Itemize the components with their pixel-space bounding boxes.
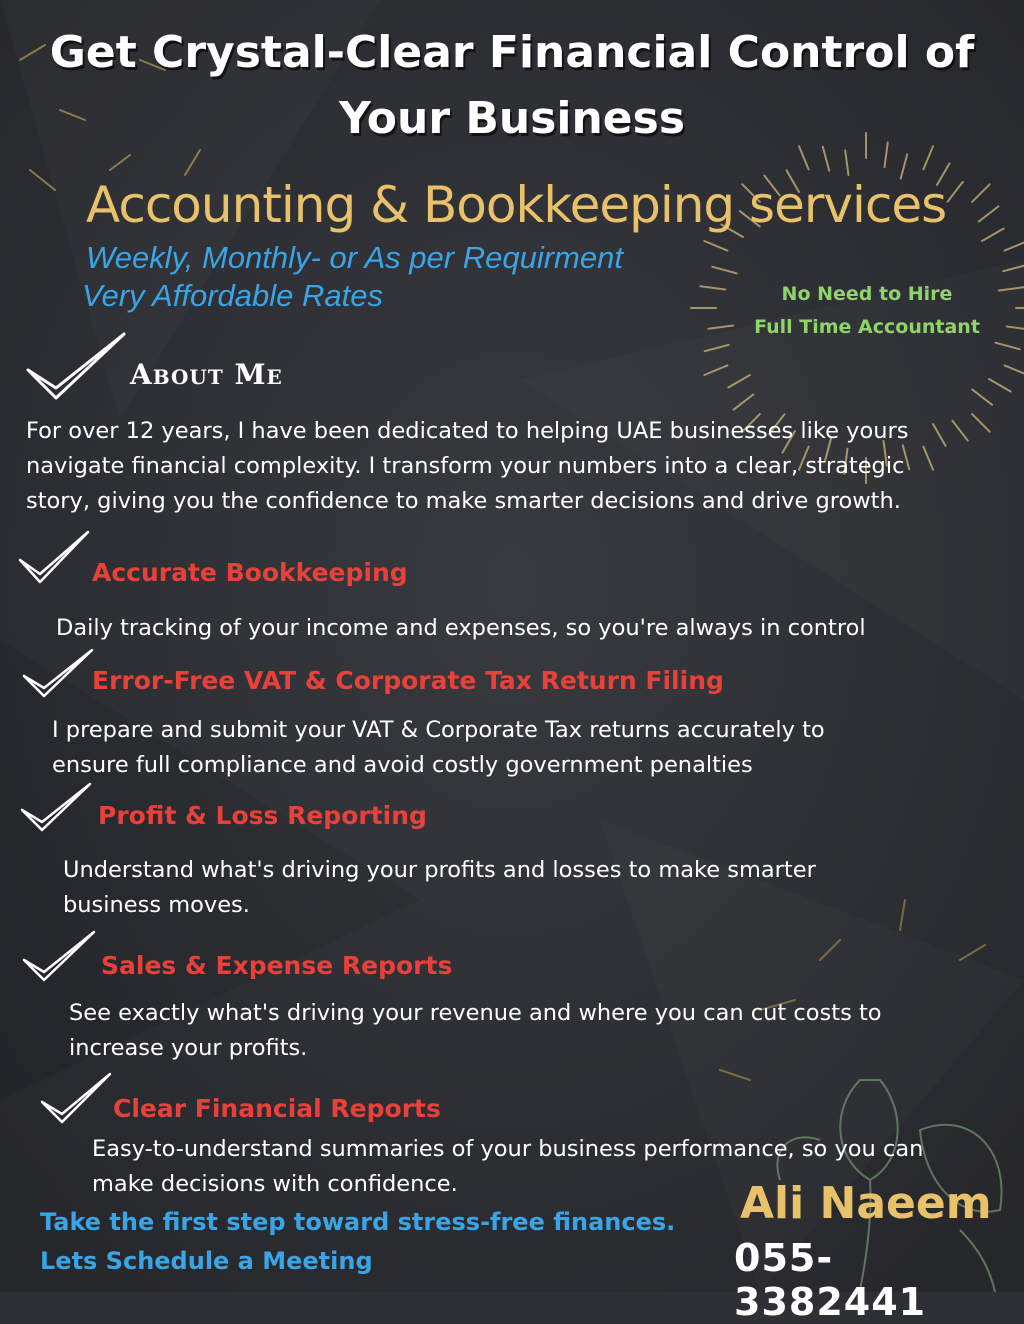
feature-desc-line: I prepare and submit your VAT & Corporate Tax returns accurately to bbox=[52, 717, 825, 743]
about-heading: About Me bbox=[130, 358, 283, 391]
services-rates: Very Affordable Rates bbox=[82, 278, 383, 313]
checkmark-icon bbox=[40, 1072, 112, 1126]
feature-desc-line: ensure full compliance and avoid costly government penalties bbox=[52, 752, 753, 778]
about-line: For over 12 years, I have been dedicated to helping UAE businesses like yours bbox=[26, 418, 909, 444]
title-line-2: Your Business bbox=[338, 93, 686, 144]
checkmark-icon bbox=[22, 648, 94, 700]
checkmark-icon bbox=[22, 930, 96, 984]
feature-desc-line: business moves. bbox=[63, 892, 250, 918]
feature-desc-pnl bbox=[63, 853, 816, 923]
feature-title-sales: Sales & Expense Reports bbox=[101, 951, 453, 980]
feature-title-vat: Error-Free VAT & Corporate Tax Return Filing bbox=[92, 666, 724, 695]
about-text bbox=[26, 414, 908, 519]
feature-title-bookkeeping: Accurate Bookkeeping bbox=[92, 558, 408, 587]
services-frequency: Weekly, Monthly- or As per Requirment bbox=[86, 240, 623, 275]
feature-desc-sales bbox=[69, 996, 882, 1066]
cta-schedule-meeting[interactable]: Lets Schedule a Meeting bbox=[40, 1247, 373, 1275]
no-hire-badge bbox=[742, 278, 992, 344]
feature-title-pnl: Profit & Loss Reporting bbox=[98, 801, 427, 830]
badge-line-1: No Need to Hire bbox=[781, 283, 953, 305]
title-line-1: Get Crystal-Clear Financial Control of bbox=[49, 27, 975, 78]
feature-desc-line: increase your profits. bbox=[69, 1035, 308, 1061]
feature-desc-line: See exactly what's driving your revenue and where you can cut costs to bbox=[69, 1000, 882, 1026]
contact-phone[interactable]: 055-3382441 bbox=[734, 1236, 927, 1324]
checkmark-icon bbox=[26, 330, 126, 402]
badge-line-2: Full Time Accountant bbox=[754, 316, 980, 338]
about-line: navigate financial complexity. I transform your numbers into a clear, strategic bbox=[26, 453, 905, 479]
feature-desc-line: make decisions with confidence. bbox=[92, 1171, 458, 1197]
feature-desc-line: Daily tracking of your income and expenses, so you're always in control bbox=[56, 615, 866, 641]
feature-desc-vat bbox=[52, 713, 825, 783]
feature-desc-line: Understand what's driving your profits and losses to make smarter bbox=[63, 857, 816, 883]
services-heading: Accounting & Bookkeeping services bbox=[86, 176, 947, 234]
checkmark-icon bbox=[20, 782, 92, 834]
checkmark-icon bbox=[18, 530, 90, 586]
feature-title-reports: Clear Financial Reports bbox=[113, 1094, 441, 1123]
about-line: story, giving you the confidence to make smarter decisions and drive growth. bbox=[26, 488, 901, 514]
feature-desc-line: Easy-to-understand summaries of your business performance, so you can bbox=[92, 1136, 924, 1162]
page-title bbox=[0, 20, 1024, 152]
feature-desc-bookkeeping bbox=[56, 611, 866, 646]
contact-name: Ali Naeem bbox=[740, 1178, 992, 1229]
cta-line-1: Take the first step toward stress-free finances. bbox=[40, 1208, 676, 1236]
